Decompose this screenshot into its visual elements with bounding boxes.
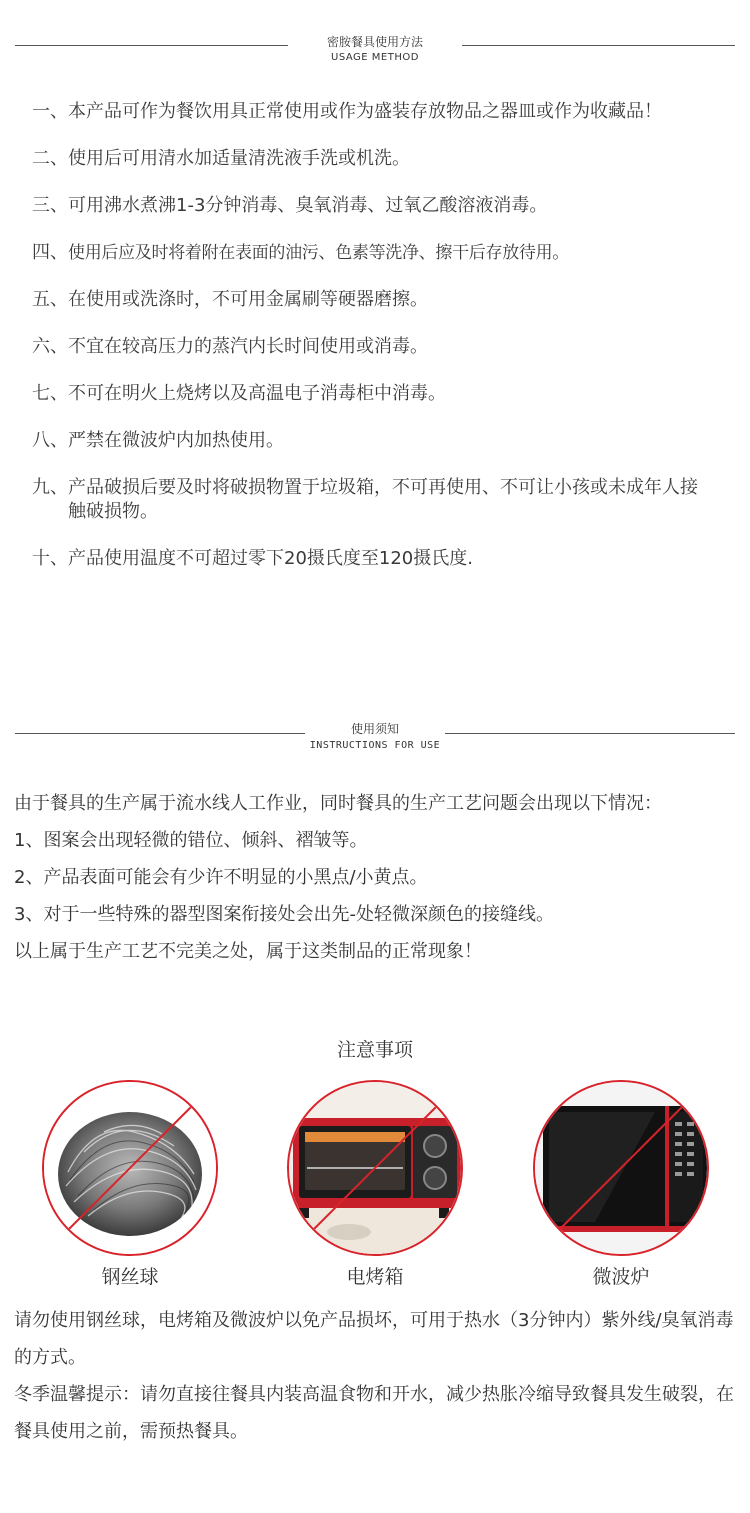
- warning-line: 请勿使用钢丝球，电烤箱及微波炉以免产品损坏，可用于热水（3分钟内）紫外线/臭氧消毒的方式。: [14, 1310, 734, 1368]
- item-text: 在使用或洗涤时，不可用金属刷等硬器磨擦。: [68, 289, 428, 310]
- item-number: 二、: [32, 148, 68, 169]
- item-number: 五、: [32, 289, 68, 310]
- list-item: [32, 335, 732, 359]
- item-text: 产品使用温度不可超过零下20摄氏度至120摄氏度.: [68, 548, 473, 569]
- item-text: 严禁在微波炉内加热使用。: [68, 430, 284, 451]
- item-text: 不可在明火上烧烤以及高温电子消毒柜中消毒。: [68, 383, 446, 404]
- notice-line: 1、图案会出现轻微的错位、倾斜、褶皱等。: [14, 830, 368, 851]
- list-item: [32, 476, 732, 524]
- item-text: 使用后应及时将着附在表面的油污、色素等洗净、擦干后存放待用。: [68, 243, 569, 263]
- item-number: 七、: [32, 383, 68, 404]
- item-number: 十、: [32, 548, 68, 569]
- electric-oven-label: 电烤箱: [346, 1266, 404, 1288]
- electric-oven-icon: [287, 1080, 463, 1256]
- item-number: 六、: [32, 336, 68, 357]
- item-text: 使用后可用清水加适量清洗液手洗或机洗。: [68, 148, 410, 169]
- caution-item-steel-wool: [42, 1080, 218, 1289]
- instructions-title-cn: 使用须知: [350, 722, 399, 736]
- item-number: 一、: [32, 101, 68, 122]
- steel-wool-icon: [42, 1080, 218, 1256]
- list-item: [32, 547, 732, 571]
- usage-list: [32, 100, 732, 594]
- list-item: [32, 194, 732, 218]
- item-number: 八、: [32, 430, 68, 451]
- item-text: 产品破损后要及时将破损物置于垃圾箱，不可再使用、不可让小孩或未成年人接触破损物。: [68, 477, 698, 522]
- list-item: [32, 382, 732, 406]
- item-number: 三、: [32, 195, 68, 216]
- usage-title-cn: 密胺餐具使用方法: [326, 35, 423, 49]
- usage-title-en: USAGE METHOD: [331, 52, 419, 63]
- list-item: [32, 100, 732, 124]
- notice-line: 3、对于一些特殊的器型图案衔接处会出先-处轻微深颜色的接缝线。: [14, 904, 554, 925]
- caution-title: 注意事项: [336, 1039, 413, 1061]
- item-number: 九、: [32, 477, 68, 498]
- steel-wool-label: 钢丝球: [101, 1266, 159, 1288]
- instructions-notice: [14, 785, 739, 970]
- notice-line: 2、产品表面可能会有少许不明显的小黑点/小黄点。: [14, 867, 428, 888]
- item-text: 不宜在较高压力的蒸汽内长时间使用或消毒。: [68, 336, 428, 357]
- caution-item-microwave: [533, 1080, 709, 1289]
- notice-line: 由于餐具的生产属于流水线人工作业，同时餐具的生产工艺问题会出现以下情况：: [14, 793, 662, 814]
- list-item: [32, 147, 732, 171]
- warning-text: [14, 1302, 739, 1450]
- list-item: [32, 429, 732, 453]
- list-item: [32, 288, 732, 312]
- item-text: 本产品可作为餐饮用具正常使用或作为盛装存放物品之器皿或作为收藏品！: [68, 101, 662, 122]
- item-number: 四、: [32, 242, 68, 263]
- microwave-icon: [533, 1080, 709, 1256]
- warning-line: 冬季温馨提示：请勿直接往餐具内装高温食物和开水，减少热胀冷缩导致餐具发生破裂，在餐具使用之前，需预热餐具。: [14, 1384, 734, 1442]
- notice-line: 以上属于生产工艺不完美之处，属于这类制品的正常现象！: [14, 941, 482, 962]
- list-item: [32, 241, 732, 265]
- instructions-title-en: INSTRUCTIONS FOR USE: [309, 740, 441, 751]
- item-text: 可用沸水煮沸1-3分钟消毒、臭氧消毒、过氧乙酸溶液消毒。: [68, 195, 548, 216]
- microwave-label: 微波炉: [592, 1266, 650, 1288]
- caution-item-electric-oven: [287, 1080, 463, 1289]
